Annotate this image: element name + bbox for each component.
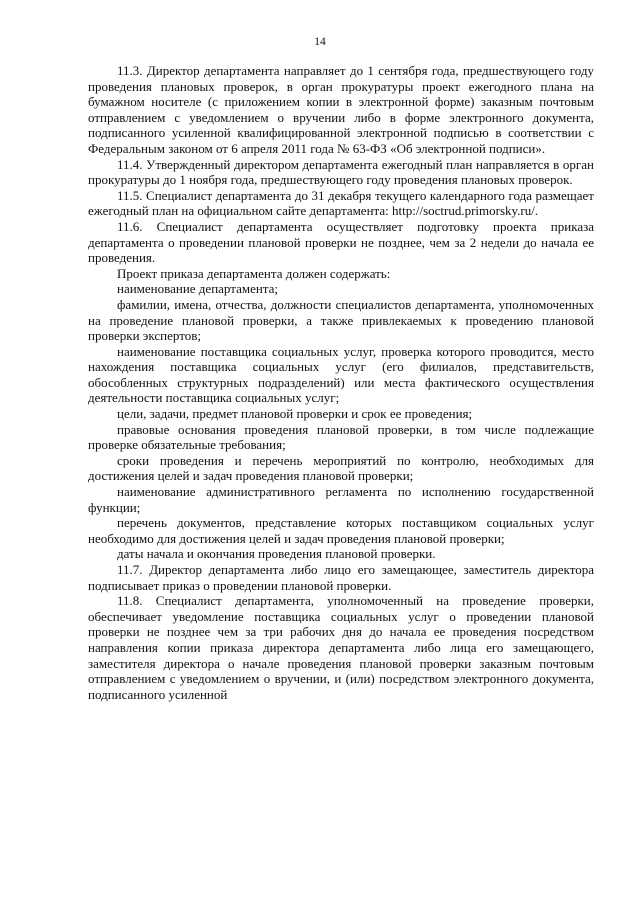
paragraph-11-3: 11.3. Директор департамента направляет до 1 сентября года, предшествующего году проведения плановых проверок, в орган прокуратуры проект ежегодного плана на бумажном носителе (с приложением копии в электронной форме) заказным почтовым отправлением с уведомлением о вручении либо в форме электронного документа, подписанного усиленной квалифицированной электронной подписью в соответствии с Федеральным законом от 6 апреля 2011 года № 63-ФЗ «Об электронной подписи». [88,63,594,156]
list-item: перечень документов, представление которых поставщиком социальных услуг необходимо для достижения целей и задач проведения плановой проверки; [88,515,594,546]
list-item: наименование поставщика социальных услуг, проверка которого проводится, место нахождения поставщика социальных услуг (его филиалов, представительств, обособленных структурных подразделений) или места фактического осуществления деятельности поставщика социальных услуг; [88,343,594,406]
paragraph-11-5: 11.5. Специалист департамента до 31 декабря текущего календарного года размещает ежегодный план на официальном сайте департамента: http://soctrud.primorsky.ru/. [88,187,594,219]
list-item: цели, задачи, предмет плановой проверки и срок ее проведения; [117,406,473,422]
list-item: фамилии, имена, отчества, должности специалистов департамента, уполномоченных на проведение плановой проверки, а также привлекаемых к проведению плановой проверки экспертов; [88,296,594,344]
paragraph-11-8: 11.8. Специалист департамента, уполномоченный на проведение проверки, обеспечивает уведомление поставщика социальных услуг о проведении плановой проверки не позднее чем за три рабочих дня до начала ее проведения посредством направления копии приказа директора департамента либо лица его замещающего, заместителя директора о начале проведения плановой проверки заказным почтовым отправлением с уведомлением о вручении, и (или) посредством электронного документа, подписанного усиленной [88,593,594,702]
list-item: даты начала и окончания проведения плановой проверки. [117,546,436,562]
list-item: правовые основания проведения плановой проверки, в том числе подлежащие проверке обязательные требования; [88,421,594,453]
paragraph-11-7: 11.7. Директор департамента либо лицо его замещающее, заместитель директора подписывает приказ о проведении плановой проверки. [88,562,594,593]
order-contents-intro: Проект приказа департамента должен содержать: [117,265,391,281]
body-text [88,63,594,702]
list-item: наименование департамента; [117,281,279,297]
list-item: сроки проведения и перечень мероприятий по контролю, необходимых для достижения целей и задач проведения плановой проверки; [88,452,594,484]
paragraph-11-4: 11.4. Утвержденный директором департамента ежегодный план направляется в орган прокуратуры до 1 ноября года, предшествующего году проведения плановых проверок. [88,156,594,188]
page-number: 14 [314,36,326,48]
paragraph-11-6: 11.6. Специалист департамента осуществляет подготовку проекта приказа департамента о проведении плановой проверки не позднее, чем за 2 недели до начала ее проведения. [88,218,594,266]
list-item: наименование административного регламента по исполнению государственной функции; [88,484,594,515]
